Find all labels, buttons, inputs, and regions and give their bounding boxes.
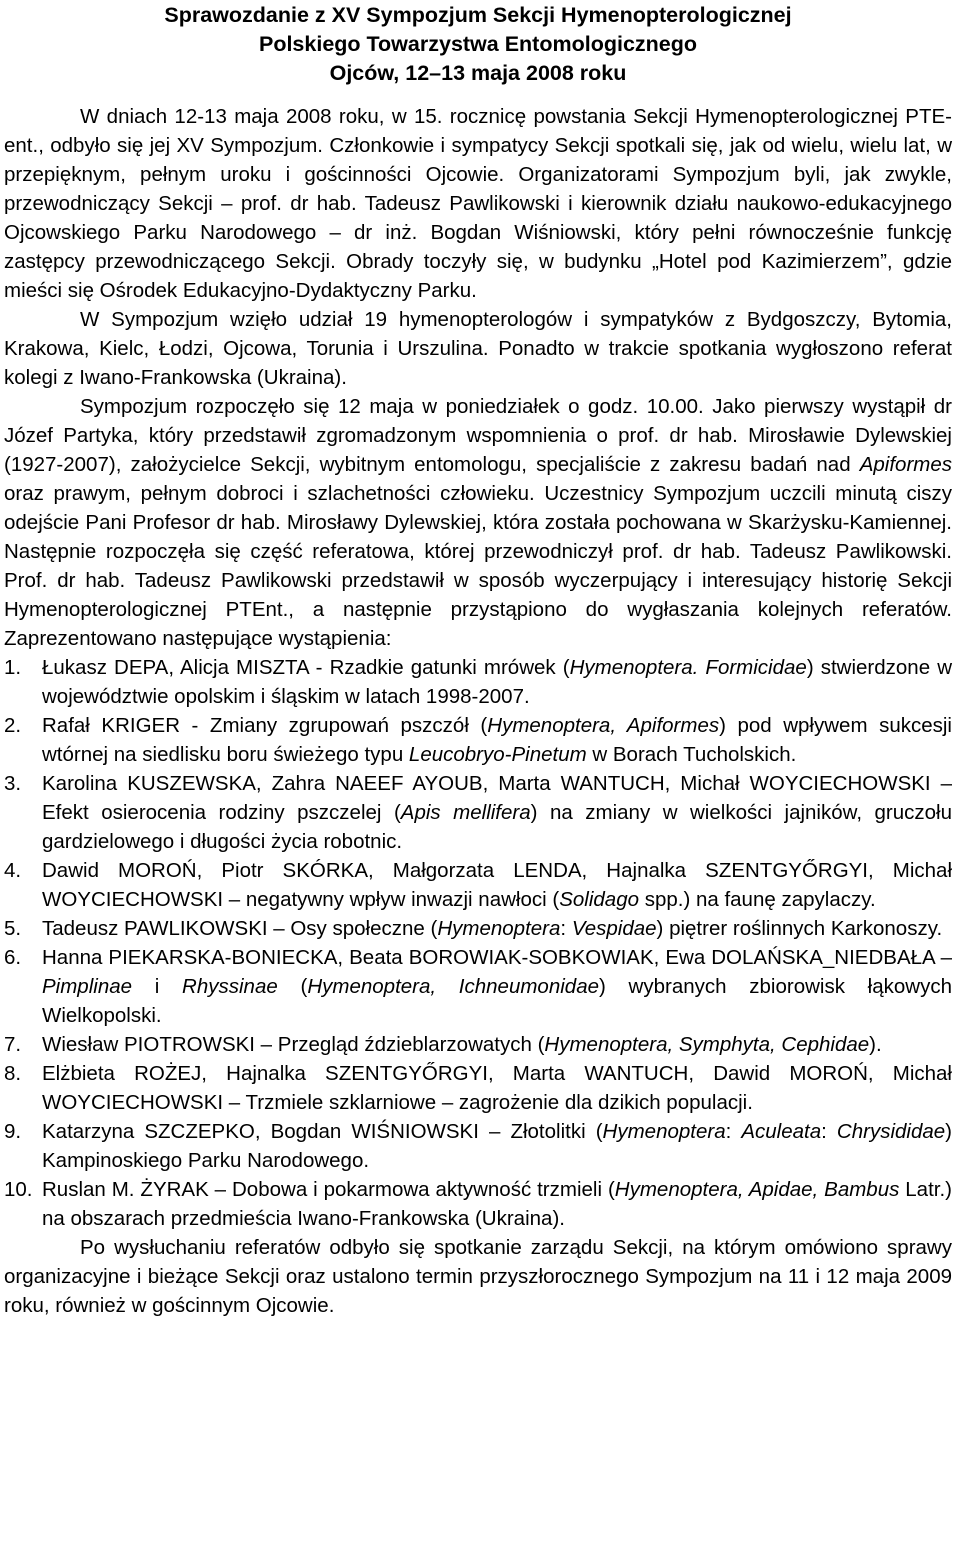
paragraph-opening-text-a: Sympozjum rozpoczęło się 12 maja w poniedziałek o godz. 10.00. Jako pierwszy wystąpił dr Józef Partyka, który przedstawił zgromadzonym wspomnienia o prof. dr hab. Mirosławie Dylewskiej (1927-2007), założycielce Sekcji, wybitnym entomologu, specjaliście z zakresu badań nad	[4, 395, 952, 476]
taxon-name: Hymenoptera, Symphyta, Cephidae	[544, 1033, 870, 1056]
taxon-name: Chrysididae	[836, 1120, 946, 1143]
talk-text: Łukasz DEPA, Alicja MISZTA - Rzadkie gatunki mrówek (	[42, 656, 570, 679]
talk-number: 6.	[4, 946, 22, 969]
talk-text: Tadeusz PAWLIKOWSKI – Osy społeczne (	[42, 917, 438, 940]
taxon-name: Hymenoptera, Apiformes	[487, 714, 720, 737]
talk-text: Elżbieta ROŻEJ, Hajnalka SZENTGYŐRGYI, Marta WANTUCH, Dawid MOROŃ, Michał WOYCIECHOWSKI – Trzmiele szklarniowe – zagrożenie dla dzikich populacji.	[42, 1062, 952, 1114]
taxon-name: Vespidae	[571, 917, 657, 940]
talk-text: Katarzyna SZCZEPKO, Bogdan WIŚNIOWSKI – Złotolitki (	[42, 1120, 603, 1143]
talk-text: Dawid MOROŃ, Piotr SKÓRKA, Małgorzata LENDA, Hajnalka SZENTGYŐRGYI, Michał WOYCIECHOWSKI – negatywny wpływ inwazji nawłoci (	[42, 859, 952, 911]
taxon-name: Apiformes	[859, 453, 952, 476]
paragraph-intro: W dniach 12-13 maja 2008 roku, w 15. rocznicę powstania Sekcji Hymenopterologicznej PTE-ent., odbyło się jej XV Sympozjum. Członkowie i sympatycy Sekcji spotkali się, jak od wielu, wielu lat, w przepięknym, pełnym uroku i gościnności Ojcowie. Organizatorami Sympozjum byli, jak zwykle, przewodniczący Sekcji – prof. dr hab. Tadeusz Pawlikowski i kierownik działu naukowo-edukacyjnego Ojcowskiego Parku Narodowego – dr inż. Bogdan Wiśniowski, który pełni równocześnie funkcję zastępcy przewodniczącego Sekcji. Obrady toczyły się, w budynku „Hotel pod Kazimierzem”, gdzie mieści się Ośrodek Edukacyjno-Dydaktyczny Parku.	[4, 105, 952, 302]
talk-number: 7.	[4, 1033, 22, 1056]
talk-number: 1.	[4, 656, 22, 679]
talk-item	[4, 1117, 952, 1175]
taxon-name: Pimplinae	[42, 975, 133, 998]
talk-text: (	[277, 975, 308, 998]
talk-number: 10.	[4, 1178, 33, 1201]
talk-item	[4, 943, 952, 1030]
talk-text: :	[560, 917, 572, 940]
taxon-name: Hymenoptera	[602, 1120, 726, 1143]
talk-text: ) wybranych zbiorowisk łąkowych Wielkopolski.	[42, 975, 952, 1027]
taxon-name: Hymenoptera. Formicidae	[569, 656, 807, 679]
talk-number: 4.	[4, 859, 22, 882]
taxon-name: Leucobryo-Pinetum	[408, 743, 587, 766]
taxon-name: Rhyssinae	[182, 975, 278, 998]
taxon-name: Hymenoptera	[437, 917, 561, 940]
talk-number: 8.	[4, 1062, 22, 1085]
report-title	[4, 0, 952, 88]
talk-text: spp.) na faunę zapylaczy.	[639, 888, 876, 911]
taxon-name: Aculeata	[741, 1120, 822, 1143]
talk-number: 5.	[4, 917, 22, 940]
title-line-1: Sprawozdanie z XV Sympozjum Sekcji Hymenopterologicznej	[164, 3, 792, 27]
talk-item	[4, 1059, 952, 1117]
title-line-2: Polskiego Towarzystwa Entomologicznego	[258, 32, 698, 56]
taxon-name: Apis mellifera	[400, 801, 531, 824]
talk-text: :	[821, 1120, 837, 1143]
talk-text: ) piętrer roślinnych Karkonoszy.	[656, 917, 943, 940]
talk-text: w Borach Tucholskich.	[586, 743, 797, 766]
talk-number: 9.	[4, 1120, 22, 1143]
taxon-name: Hymenoptera, Apidae, Bambus	[614, 1178, 900, 1201]
title-line-3: Ojców, 12–13 maja 2008 roku	[329, 61, 627, 85]
talk-item	[4, 1030, 952, 1059]
paragraph-participants: W Sympozjum wzięło udział 19 hymenopterologów i sympatyków z Bydgoszczy, Bytomia, Krakowa, Kielc, Łodzi, Ojcowa, Torunia i Urszulina. Ponadto w trakcie spotkania wygłoszono referat kolegi z Iwano-Frankowska (Ukraina).	[4, 308, 952, 389]
talk-text: :	[725, 1120, 742, 1143]
talk-item	[4, 856, 952, 914]
talk-text: ) pod wpływem sukcesji wtórnej na siedlisku boru świeżego typu	[42, 714, 952, 766]
talk-number: 2.	[4, 714, 22, 737]
talk-item	[4, 1175, 952, 1233]
talk-item	[4, 914, 952, 943]
talk-text: Hanna PIEKARSKA-BONIECKA, Beata BOROWIAK-SOBKOWIAK, Ewa DOLAŃSKA_NIEDBAŁA –	[42, 946, 952, 969]
talk-text: ) Kampinoskiego Parku Narodowego.	[42, 1120, 952, 1172]
taxon-name: Hymenoptera, Ichneumonidae	[307, 975, 599, 998]
talk-text: Karolina KUSZEWSKA, Zahra NAEEF AYOUB, Marta WANTUCH, Michał WOYCIECHOWSKI – Efekt osierocenia rodziny pszczelej (	[42, 772, 952, 824]
paragraph-closing: Po wysłuchaniu referatów odbyło się spotkanie zarządu Sekcji, na którym omówiono sprawy organizacyjne i bieżące Sekcji oraz ustalono termin przyszłorocznego Sympozjum na 11 i 12 maja 2009 roku, również w gościnnym Ojcowie.	[4, 1236, 952, 1317]
talk-item	[4, 653, 952, 711]
talk-list	[4, 653, 952, 1233]
talk-text: Rafał KRIGER - Zmiany zgrupowań pszczół (	[42, 714, 488, 737]
paragraph-opening	[4, 392, 952, 653]
talk-text: Wiesław PIOTROWSKI – Przegląd ździeblarzowatych (	[42, 1033, 545, 1056]
talk-number: 3.	[4, 772, 22, 795]
talk-text: ).	[869, 1033, 882, 1056]
talk-text: i	[132, 975, 183, 998]
talk-item	[4, 769, 952, 856]
talk-item	[4, 711, 952, 769]
report-body	[4, 102, 952, 1320]
taxon-name: Solidago	[559, 888, 639, 911]
talk-text: Latr.) na obszarach przedmieścia Iwano-Frankowska (Ukraina).	[42, 1178, 952, 1230]
paragraph-opening-text-c: oraz prawym, pełnym dobroci i szlachetności człowieku. Uczestnicy Sympozjum uczcili minutą ciszy odejście Pani Profesor dr hab. Mirosławy Dylewskiej, która została pochowana w Skarżysku-Kamiennej. Następnie rozpoczęła się część referatowa, której przewodniczył prof. dr hab. Tadeusz Pawlikowski. Prof. dr hab. Tadeusz Pawlikowski przedstawił w sposób wyczerpujący i interesujący historię Sekcji Hymenopterologicznej PTEnt., a następnie przystąpiono do wygłaszania kolejnych referatów. Zaprezentowano następujące wystąpienia:	[4, 482, 952, 650]
talk-text: ) na zmiany w wielkości jajników, gruczołu gardzielowego i długości życia robotnic.	[42, 801, 952, 853]
talk-text: ) stwierdzone w województwie opolskim i śląskim w latach 1998-2007.	[42, 656, 952, 708]
talk-text: Ruslan M. ŻYRAK – Dobowa i pokarmowa aktywność trzmieli (	[42, 1178, 615, 1201]
